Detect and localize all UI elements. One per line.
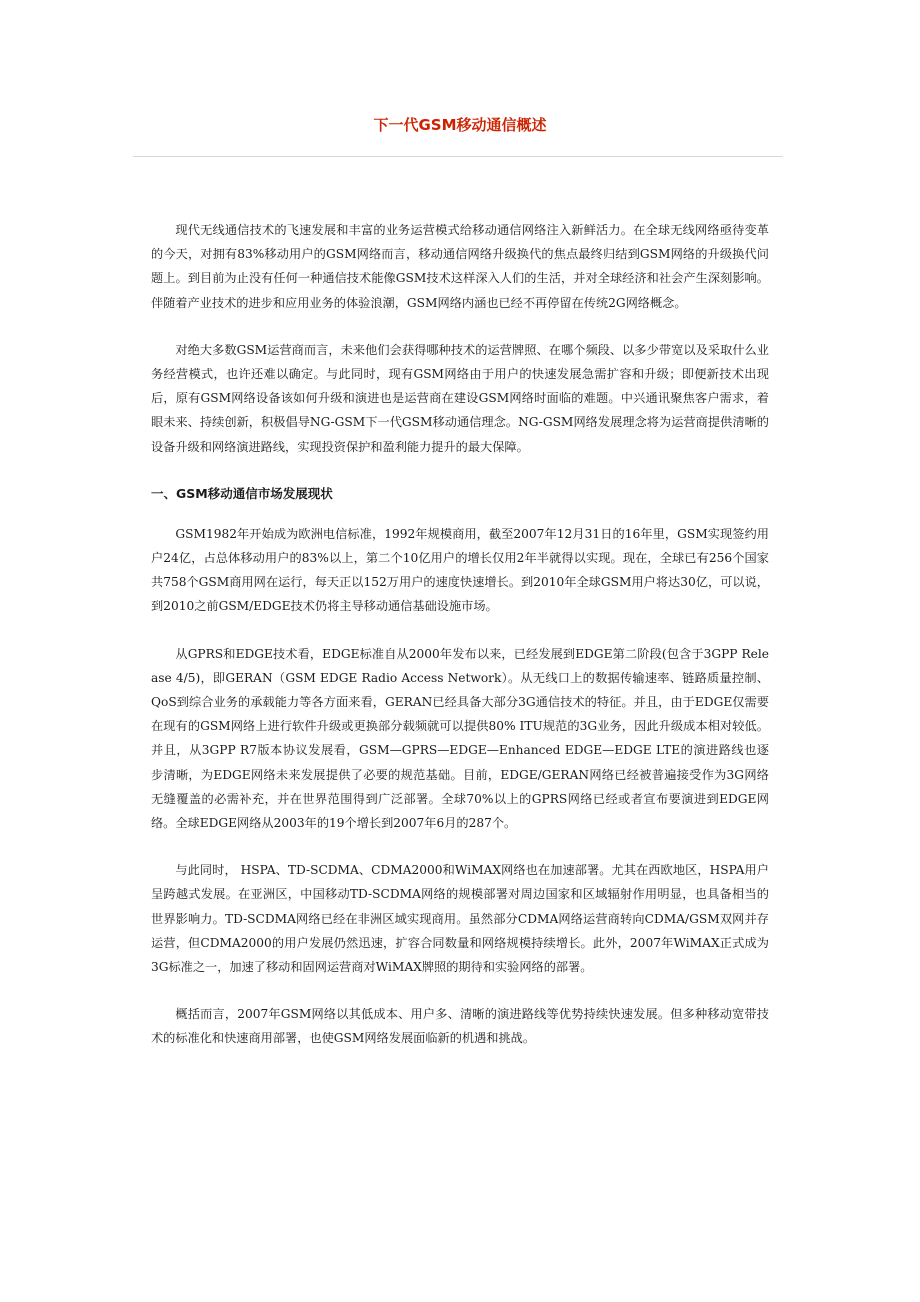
section-paragraph-3: 与此同时， HSPA、TD-SCDMA、CDMA2000和WiMAX网络也在加速部署。尤其在西欧地区，HSPA用户呈跨越式发展。在亚洲区，中国移动TD-SCDMA网络的规模部署对周边国家和区域辐射作用明显，也具备相当的世界影响力。TD-SCDMA网络已经在非洲区域实现商用。虽然部分CDMA网络运营商转向CDMA/GSM双网并存运营，但CDMA2000的用户发展仍然迅速，扩容合同数量和网络规模持续增长。此外，2007年WiMAX正式成为3G标准之一，加速了移动和固网运营商对WiMAX牌照的期待和实验网络的部署。: [151, 863, 769, 975]
document-title: 下一代GSM移动通信概述: [373, 116, 547, 134]
intro-paragraph-1: 现代无线通信技术的飞速发展和丰富的业务运营模式给移动通信网络注入新鲜活力。在全球无线网络亟待变革的今天，对拥有83%移动用户的GSM网络而言，移动通信网络升级换代的焦点最终归结到GSM网络的升级换代问题上。到目前为止没有任何一种通信技术能像GSM技术这样深入人们的生活，并对全球经济和社会产生深刻影响。伴随着产业技术的进步和应用业务的体验浪潮，GSM网络内涵也已经不再停留在传统2G网络概念。: [151, 223, 769, 310]
document-body: [151, 218, 769, 1074]
title-divider: [133, 156, 783, 157]
section-heading: 一、GSM移动通信市场发展现状: [151, 485, 333, 501]
section-paragraph-1: GSM1982年开始成为欧洲电信标准，1992年规模商用，截至2007年12月31日的16年里，GSM实现签约用户24亿，占总体移动用户的83%以上，第二个10亿用户的增长仅用2年半就得以实现。现在，全球已有256个国家共758个GSM商用网在运行，每天正以152万用户的速度快速增长。到2010年全球GSM用户将达30亿，可以说，到2010之前GSM/EDGE技术仍将主导移动通信基础设施市场。: [151, 526, 769, 614]
section-paragraph-4: 概括而言，2007年GSM网络以其低成本、用户多、清晰的演进路线等优势持续快速发展。但多种移动宽带技术的标准化和快速商用部署，也使GSM网络发展面临新的机遇和挑战。: [151, 1007, 769, 1046]
intro-paragraph-2: 对绝大多数GSM运营商而言，未来他们会获得哪种技术的运营牌照、在哪个频段、以多少带宽以及采取什么业务经营模式，也许还难以确定。与此同时，现有GSM网络由于用户的快速发展急需扩容和升级；即便新技术出现后，原有GSM网络设备该如何升级和演进也是运营商在建设GSM网络时面临的难题。中兴通讯聚焦客户需求，着眼未来、持续创新，积极倡导NG-GSM下一代GSM移动通信理念。NG-GSM网络发展理念将为运营商提供清晰的设备升级和网络演进路线，实现投资保护和盈利能力提升的最大保障。: [151, 342, 769, 454]
section-paragraph-2: 从GPRS和EDGE技术看，EDGE标准自从2000年发布以来，已经发展到EDGE第二阶段(包含于3GPP Release 4/5)，即GERAN（GSM EDGE Radio Access Network）。从无线口上的数据传输速率、链路质量控制、QoS到综合业务的承载能力等各方面来看，GERAN已经具备大部分3G通信技术的特征。并且，由于EDGE仅需要在现有的GSM网络上进行软件升级或更换部分载频就可以提供80% ITU规范的3G业务，因此升级成本相对较低。并且，从3GPP R7版本协议发展看，GSM—GPRS—EDGE—Enhanced EDGE—EDGE LTE的演进路线也逐步清晰，为EDGE网络未来发展提供了必要的规范基础。目前，EDGE/GERAN网络已经被普遍接受作为3G网络无缝覆盖的必需补充，并在世界范围得到广泛部署。全球70%以上的GPRS网络已经或者宣布要演进到EDGE网络。全球EDGE网络从2003年的19个增长到2007年6月的287个。: [151, 646, 769, 831]
